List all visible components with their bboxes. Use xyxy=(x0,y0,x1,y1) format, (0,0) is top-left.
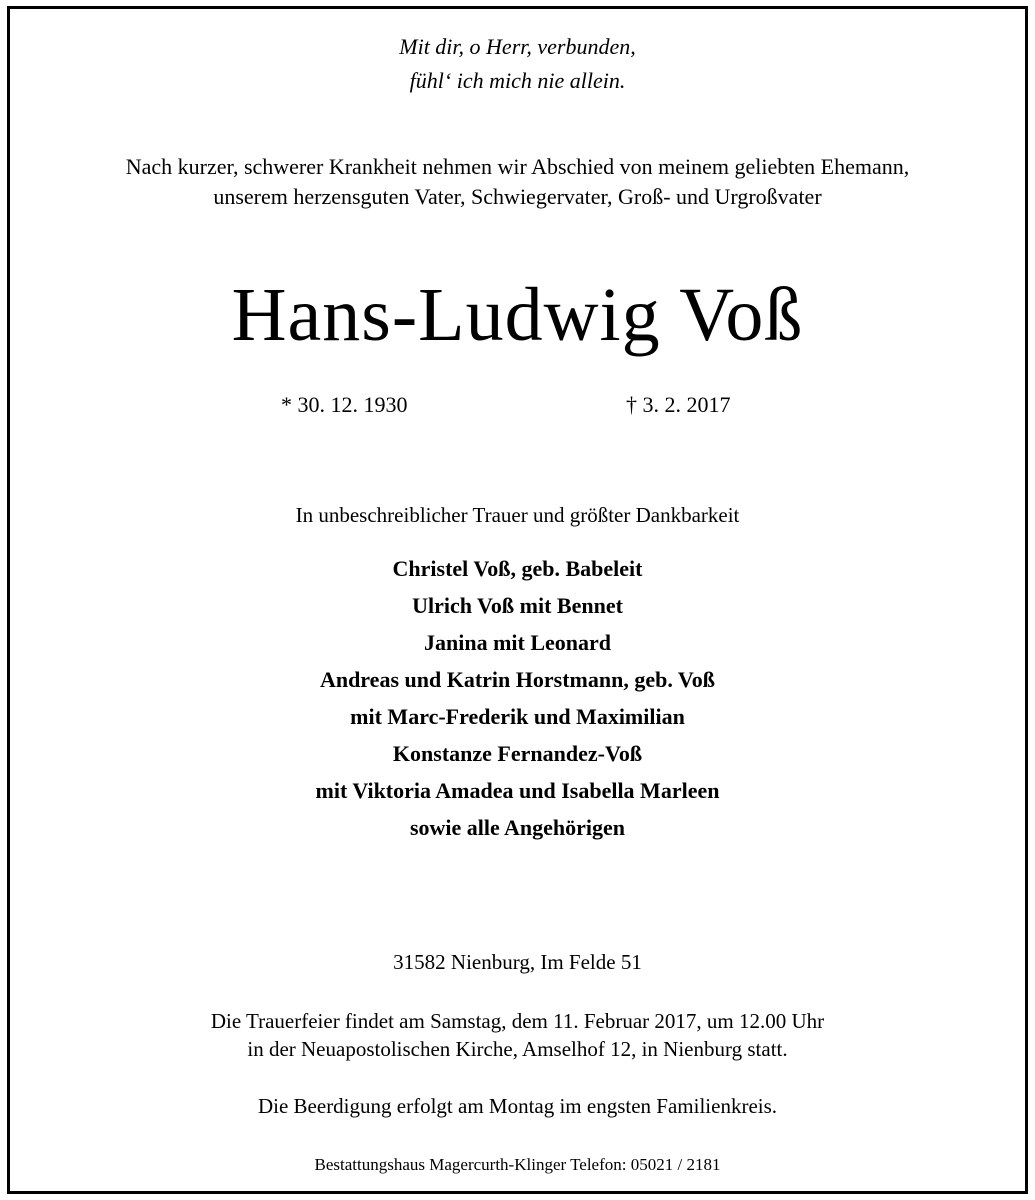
mourner-line: Christel Voß, geb. Babeleit xyxy=(392,556,643,581)
mourner-line: Andreas und Katrin Horstmann, geb. Voß xyxy=(319,667,716,692)
intro-line-1: Nach kurzer, schwerer Krankheit nehmen wir Abschied von meinem geliebten Ehemann, xyxy=(125,154,910,179)
burial-note: Die Beerdigung erfolgt am Montag im engsten Familienkreis. xyxy=(257,1094,778,1118)
service-line-1: Die Trauerfeier findet am Samstag, dem 11. Februar 2017, um 12.00 Uhr xyxy=(210,1009,825,1033)
mourner-line: sowie alle Angehörigen xyxy=(409,815,626,840)
mourning-line: In unbeschreiblicher Trauer und größter Dankbarkeit xyxy=(295,503,740,527)
mourner-line: mit Marc-Frederik und Maximilian xyxy=(350,704,685,729)
death-date: † 3. 2. 2017 xyxy=(626,392,731,417)
funeral-home-footer: Bestattungshaus Magercurth-Klinger Telefon: 05021 / 2181 xyxy=(314,1155,721,1174)
mourner-line: Konstanze Fernandez-Voß xyxy=(392,741,643,766)
intro-line-2: unserem herzensguten Vater, Schwiegervater, Groß- und Urgroßvater xyxy=(213,184,822,209)
verse-line-2: fühl‘ ich mich nie allein. xyxy=(409,68,626,93)
mourner-line: Janina mit Leonard xyxy=(423,630,612,655)
service-line-2: in der Neuapostolischen Kirche, Amselhof 12, in Nienburg statt. xyxy=(247,1037,788,1061)
address: 31582 Nienburg, Im Felde 51 xyxy=(393,950,642,974)
mourner-line: Ulrich Voß mit Bennet xyxy=(412,593,623,618)
birth-date: * 30. 12. 1930 xyxy=(281,392,408,417)
deceased-name: Hans-Ludwig Voß xyxy=(231,273,804,357)
mourner-line: mit Viktoria Amadea und Isabella Marleen xyxy=(315,778,720,803)
verse-line-1: Mit dir, o Herr, verbunden, xyxy=(399,34,636,59)
